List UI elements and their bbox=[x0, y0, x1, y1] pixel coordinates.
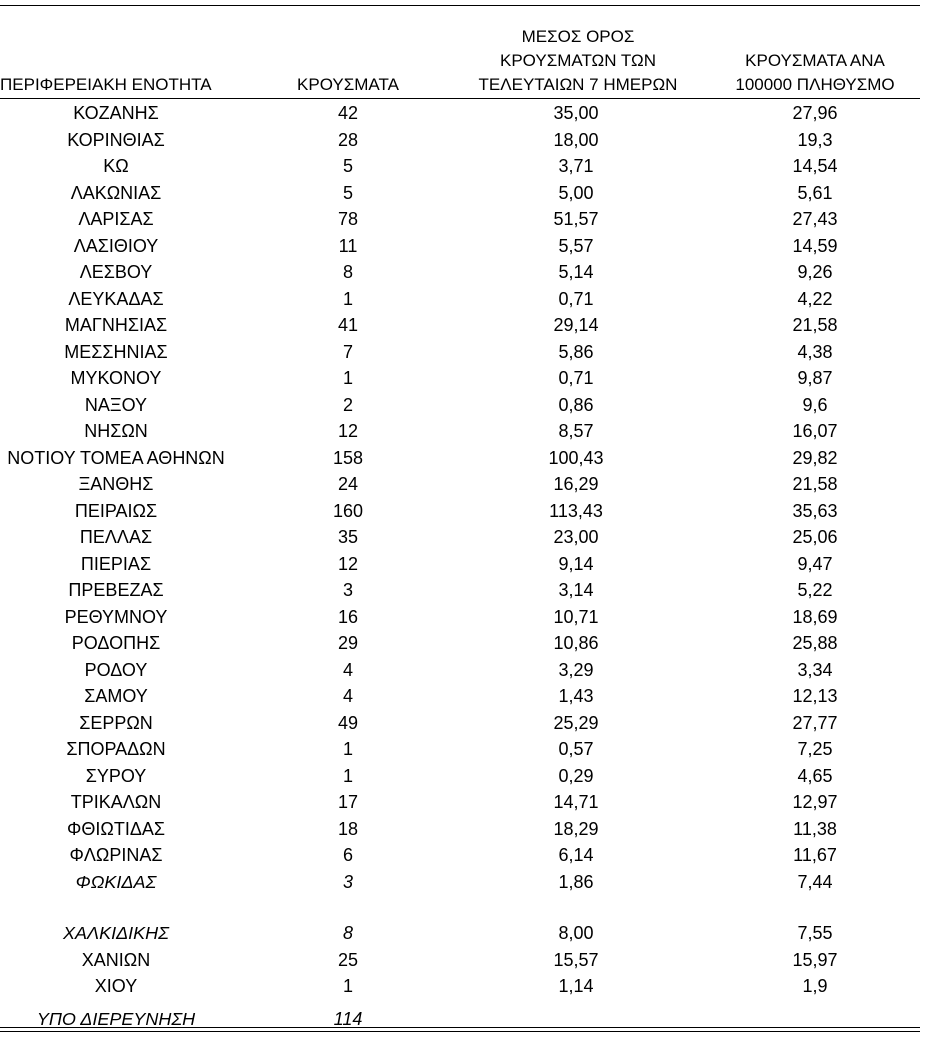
avg7-cell: 15,57 bbox=[553, 949, 599, 970]
per100k-cell: 15,97 bbox=[792, 949, 838, 970]
region-name-cell: ΧΙΟΥ bbox=[94, 976, 138, 996]
cases-cell: 12 bbox=[337, 421, 359, 441]
region-name-cell: ΣΑΜΟΥ bbox=[84, 686, 148, 706]
column-header-region bbox=[0, 73, 232, 97]
region-name-cell: ΜΑΓΝΗΣΙΑΣ bbox=[64, 315, 168, 335]
column-header-per-100k-line1: ΚΡΟΥΣΜΑΤΑ ΑΝΑ bbox=[745, 51, 885, 70]
avg7-cell: 9,14 bbox=[558, 553, 594, 574]
avg7-cell: 5,14 bbox=[558, 262, 594, 282]
region-name-cell: ΛΑΚΩΝΙΑΣ bbox=[70, 182, 162, 203]
per100k-cell: 1,9 bbox=[802, 976, 828, 996]
table-row bbox=[0, 789, 920, 815]
avg7-cell: 16,29 bbox=[553, 474, 599, 494]
avg7-cell: 0,29 bbox=[558, 765, 594, 786]
avg7-cell: 23,00 bbox=[553, 527, 599, 547]
avg7-cell: 100,43 bbox=[548, 447, 604, 468]
table-row bbox=[0, 153, 920, 179]
cases-cell: 12 bbox=[337, 553, 359, 574]
per100k-cell: 27,96 bbox=[792, 103, 838, 123]
per100k-cell: 14,59 bbox=[792, 235, 838, 256]
cases-cell: 16 bbox=[337, 606, 359, 627]
table-row bbox=[0, 392, 920, 418]
region-name-cell: ΠΕΙΡΑΙΩΣ bbox=[74, 500, 158, 521]
cases-cell: 41 bbox=[337, 315, 359, 335]
avg7-cell: 29,14 bbox=[553, 315, 599, 335]
cases-cell: 1 bbox=[342, 288, 353, 309]
avg7-cell: 1,14 bbox=[558, 976, 594, 996]
column-header-cases-label: ΚΡΟΥΣΜΑΤΑ bbox=[297, 75, 399, 94]
region-name-cell: ΡΟΔΟΥ bbox=[84, 659, 148, 680]
region-name-cell: ΜΕΣΣΗΝΙΑΣ bbox=[64, 341, 168, 362]
avg7-cell: 1,43 bbox=[558, 686, 594, 706]
region-name-cell: ΡΟΔΟΠΗΣ bbox=[71, 633, 161, 653]
cases-cell: 1 bbox=[342, 368, 353, 388]
column-header-7day-average-line3: ΤΕΛΕΥΤΑΙΩΝ 7 ΗΜΕΡΩΝ bbox=[478, 75, 678, 94]
table-top-rule bbox=[0, 5, 920, 6]
avg7-cell: 51,57 bbox=[553, 209, 599, 229]
table-row bbox=[0, 710, 920, 736]
table-row bbox=[0, 471, 920, 497]
per100k-cell: 11,38 bbox=[793, 818, 837, 839]
cases-cell: 4 bbox=[342, 686, 353, 706]
per100k-cell: 27,43 bbox=[792, 209, 838, 229]
cases-cell: 78 bbox=[337, 209, 359, 229]
per100k-cell: 9,6 bbox=[802, 394, 828, 415]
table-row bbox=[0, 100, 920, 126]
region-name-cell: ΚΟΖΑΝΗΣ bbox=[73, 103, 159, 123]
avg7-cell: 3,29 bbox=[558, 659, 594, 680]
avg7-cell: 0,86 bbox=[558, 394, 594, 415]
cases-cell: 5 bbox=[342, 156, 353, 176]
table-row bbox=[0, 180, 920, 206]
avg7-cell: 5,57 bbox=[558, 235, 594, 256]
table-row bbox=[0, 233, 920, 259]
table-bottom-rule bbox=[0, 1027, 920, 1028]
cases-cell: 7 bbox=[342, 341, 353, 362]
table-row bbox=[0, 445, 920, 471]
region-name-cell: ΝΑΞΟΥ bbox=[84, 394, 148, 415]
cases-cell: 35 bbox=[337, 527, 359, 547]
cases-cell: 24 bbox=[337, 474, 359, 494]
avg7-cell: 3,14 bbox=[558, 580, 594, 600]
per100k-cell: 4,65 bbox=[797, 765, 833, 786]
per100k-cell: 21,58 bbox=[792, 315, 838, 335]
cases-cell: 18 bbox=[337, 818, 359, 839]
column-header-region-label: ΠΕΡΙΦΕΡΕΙΑΚΗ ΕΝΟΤΗΤΑ bbox=[0, 75, 212, 94]
cases-cell: 5 bbox=[342, 182, 353, 203]
region-name-cell: ΠΕΛΛΑΣ bbox=[79, 527, 153, 547]
per100k-cell: 19,3 bbox=[797, 129, 833, 150]
cases-cell: 2 bbox=[342, 394, 353, 415]
avg7-cell: 6,14 bbox=[558, 845, 594, 865]
region-name-cell: ΛΕΥΚΑΔΑΣ bbox=[68, 288, 164, 309]
per100k-cell: 21,58 bbox=[792, 474, 838, 494]
per100k-cell: 12,13 bbox=[792, 686, 838, 706]
cases-cell: 160 bbox=[332, 500, 364, 521]
avg7-cell: 35,00 bbox=[553, 103, 599, 123]
table-row bbox=[0, 683, 920, 709]
region-name-cell: ΠΡΕΒΕΖΑΣ bbox=[68, 580, 164, 600]
table-row bbox=[0, 365, 920, 391]
avg7-cell: 5,86 bbox=[558, 341, 594, 362]
avg7-cell: 8,00 bbox=[558, 923, 594, 943]
per100k-cell: 4,22 bbox=[797, 288, 833, 309]
table-row bbox=[0, 418, 920, 444]
region-name-cell: ΣΥΡΟΥ bbox=[85, 765, 147, 786]
region-name-cell: ΦΘΙΩΤΙΔΑΣ bbox=[67, 818, 165, 839]
table-bottom-rule-double bbox=[0, 1031, 920, 1032]
table-row bbox=[0, 920, 920, 946]
avg7-cell: 1,86 bbox=[558, 871, 594, 892]
avg7-cell: 8,57 bbox=[558, 421, 594, 441]
per100k-cell: 5,61 bbox=[797, 182, 833, 203]
column-header-cases bbox=[288, 73, 408, 97]
cases-cell: 1 bbox=[342, 765, 353, 786]
region-name-cell: ΛΕΣΒΟΥ bbox=[79, 262, 153, 282]
column-header-7day-average-line1: ΜΕΣΟΣ ΟΡΟΣ bbox=[521, 27, 635, 46]
table-row bbox=[0, 312, 920, 338]
avg7-cell: 10,86 bbox=[553, 633, 599, 653]
cases-cell: 1 bbox=[342, 739, 353, 759]
region-name-cell: ΧΑΛΚΙΔΙΚΗΣ bbox=[63, 923, 169, 943]
cases-cell: 17 bbox=[337, 792, 359, 812]
region-name-cell: ΚΩ bbox=[103, 156, 129, 176]
cases-cell: 25 bbox=[337, 949, 359, 970]
table-row bbox=[0, 524, 920, 550]
region-name-cell: ΦΛΩΡΙΝΑΣ bbox=[69, 845, 163, 865]
cases-cell: 8 bbox=[342, 923, 353, 943]
table-row bbox=[0, 498, 920, 524]
table-row bbox=[0, 816, 920, 842]
avg7-cell: 25,29 bbox=[553, 712, 599, 733]
table-row bbox=[0, 630, 920, 656]
cases-cell: 11 bbox=[338, 235, 358, 256]
region-name-cell: ΝΗΣΩΝ bbox=[84, 421, 148, 441]
per100k-cell: 29,82 bbox=[792, 447, 838, 468]
column-header-7day-average-line2: ΚΡΟΥΣΜΑΤΩΝ ΤΩΝ bbox=[500, 51, 656, 70]
table-row bbox=[0, 551, 920, 577]
per100k-cell: 25,06 bbox=[792, 527, 838, 547]
per100k-cell: 7,44 bbox=[797, 871, 833, 892]
table-row bbox=[0, 763, 920, 789]
region-name-cell: ΦΩΚΙΔΑΣ bbox=[75, 871, 157, 892]
under-investigation-cases: 114 bbox=[333, 1009, 363, 1029]
table-row bbox=[0, 286, 920, 312]
column-header-per-100k-line2: 100000 ΠΛΗΘΥΣΜΟ bbox=[735, 75, 895, 94]
avg7-cell: 3,71 bbox=[558, 156, 594, 176]
per100k-cell: 18,69 bbox=[792, 606, 838, 627]
table-row bbox=[0, 657, 920, 683]
avg7-cell: 0,71 bbox=[558, 368, 594, 388]
per100k-cell: 25,88 bbox=[792, 633, 838, 653]
region-name-cell: ΚΟΡΙΝΘΙΑΣ bbox=[67, 129, 165, 150]
per100k-cell: 7,25 bbox=[797, 739, 833, 759]
table-row bbox=[0, 947, 920, 973]
avg7-cell: 14,71 bbox=[553, 792, 599, 812]
avg7-cell: 0,57 bbox=[558, 739, 594, 759]
region-name-cell: ΛΑΡΙΣΑΣ bbox=[78, 209, 154, 229]
column-header-7day-average bbox=[468, 25, 688, 97]
per100k-cell: 14,54 bbox=[792, 156, 838, 176]
cases-cell: 158 bbox=[332, 447, 364, 468]
column-header-per-100k bbox=[710, 49, 920, 97]
table-row bbox=[0, 973, 920, 999]
cases-cell: 4 bbox=[342, 659, 353, 680]
cases-cell: 29 bbox=[337, 633, 359, 653]
table-row bbox=[0, 577, 920, 603]
cases-cell: 49 bbox=[337, 712, 359, 733]
under-investigation-label: ΥΠΟ ΔΙΕΡΕΥΝΗΣΗ bbox=[36, 1009, 196, 1029]
cases-cell: 1 bbox=[342, 976, 353, 996]
per100k-cell: 7,55 bbox=[797, 923, 833, 943]
cases-cell: 3 bbox=[342, 871, 353, 892]
cases-cell: 28 bbox=[337, 129, 359, 150]
per100k-cell: 16,07 bbox=[792, 421, 838, 441]
per100k-cell: 11,67 bbox=[793, 845, 837, 865]
region-name-cell: ΤΡΙΚΑΛΩΝ bbox=[70, 792, 162, 812]
cases-cell: 42 bbox=[337, 103, 359, 123]
region-name-cell: ΧΑΝΙΩΝ bbox=[81, 949, 151, 970]
cases-cell: 6 bbox=[342, 845, 353, 865]
per100k-cell: 9,87 bbox=[797, 368, 833, 388]
region-name-cell: ΛΑΣΙΘΙΟΥ bbox=[73, 235, 159, 256]
table-row bbox=[0, 206, 920, 232]
table-row bbox=[0, 127, 920, 153]
region-name-cell: ΝΟΤΙΟΥ ΤΟΜΕΑ ΑΘΗΝΩΝ bbox=[7, 447, 225, 468]
avg7-cell: 10,71 bbox=[553, 606, 599, 627]
per100k-cell: 9,26 bbox=[797, 262, 833, 282]
under-investigation-row bbox=[0, 1006, 920, 1032]
cases-cell: 8 bbox=[342, 262, 353, 282]
table-row bbox=[0, 604, 920, 630]
region-name-cell: ΞΑΝΘΗΣ bbox=[78, 474, 154, 494]
avg7-cell: 18,29 bbox=[553, 818, 599, 839]
table-row bbox=[0, 842, 920, 868]
per100k-cell: 12,97 bbox=[792, 792, 838, 812]
per100k-cell: 9,47 bbox=[797, 553, 833, 574]
table-header-rule bbox=[0, 98, 920, 99]
table-row bbox=[0, 869, 920, 895]
avg7-cell: 0,71 bbox=[558, 288, 594, 309]
region-name-cell: ΣΠΟΡΑΔΩΝ bbox=[66, 739, 166, 759]
per100k-cell: 5,22 bbox=[797, 580, 833, 600]
table-row bbox=[0, 339, 920, 365]
per100k-cell: 3,34 bbox=[797, 659, 833, 680]
region-name-cell: ΣΕΡΡΩΝ bbox=[79, 712, 153, 733]
avg7-cell: 113,43 bbox=[549, 500, 603, 521]
avg7-cell: 18,00 bbox=[553, 129, 599, 150]
table-row bbox=[0, 736, 920, 762]
per100k-cell: 4,38 bbox=[797, 341, 833, 362]
region-name-cell: ΜΥΚΟΝΟΥ bbox=[70, 368, 162, 388]
cases-cell: 3 bbox=[342, 580, 353, 600]
region-name-cell: ΡΕΘΥΜΝΟΥ bbox=[64, 606, 168, 627]
avg7-cell: 5,00 bbox=[558, 182, 594, 203]
per100k-cell: 27,77 bbox=[792, 712, 838, 733]
region-name-cell: ΠΙΕΡΙΑΣ bbox=[80, 553, 152, 574]
table-row bbox=[0, 259, 920, 285]
per100k-cell: 35,63 bbox=[792, 500, 838, 521]
